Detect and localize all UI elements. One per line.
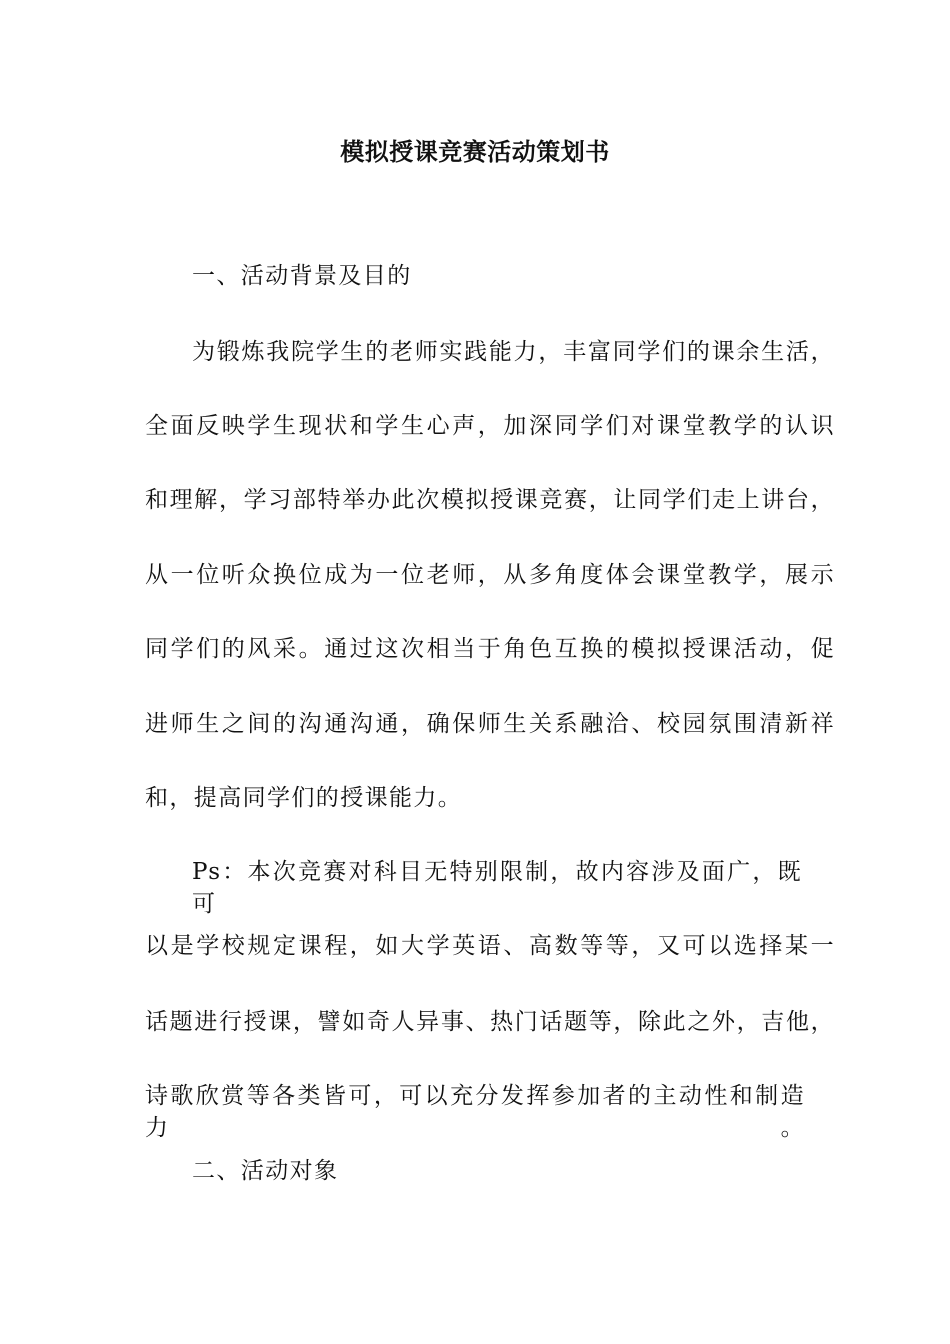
paragraph-line: 全面反映学生现状和学生心声，加深同学们对课堂教学的认识 — [145, 413, 835, 439]
paragraph-line: 和，提高同学们的授课能力。 — [145, 785, 463, 811]
paragraph-line: 进师生之间的沟通沟通，确保师生关系融洽、校园氛围清新祥 — [145, 711, 835, 737]
paragraph-line-ps: Ps：本次竞赛对科目无特别限制，故内容涉及面广，既可 — [192, 859, 802, 917]
section-heading-background: 一、活动背景及目的 — [192, 263, 412, 289]
paragraph-line: 和理解，学习部特举办此次模拟授课竞赛，让同学们走上讲台， — [145, 487, 835, 513]
paragraph-line: 诗歌欣赏等各类皆可，可以充分发挥参加者的主动性和制造力。 — [145, 1083, 805, 1141]
paragraph-line: 从一位听众换位成为一位老师，从多角度体会课堂教学，展示 — [145, 562, 835, 588]
paragraph-line: 以是学校规定课程，如大学英语、高数等等，又可以选择某一 — [145, 933, 835, 959]
paragraph-line: 同学们的风采。通过这次相当于角色互换的模拟授课活动，促 — [145, 636, 835, 662]
paragraph-line: 为锻炼我院学生的老师实践能力，丰富同学们的课余生活， — [192, 339, 835, 365]
section-heading-participants: 二、活动对象 — [192, 1158, 339, 1184]
document-title: 模拟授课竞赛活动策划书 — [340, 137, 610, 166]
paragraph-line: 话题进行授课，譬如奇人异事、热门话题等，除此之外，吉他， — [145, 1009, 835, 1035]
